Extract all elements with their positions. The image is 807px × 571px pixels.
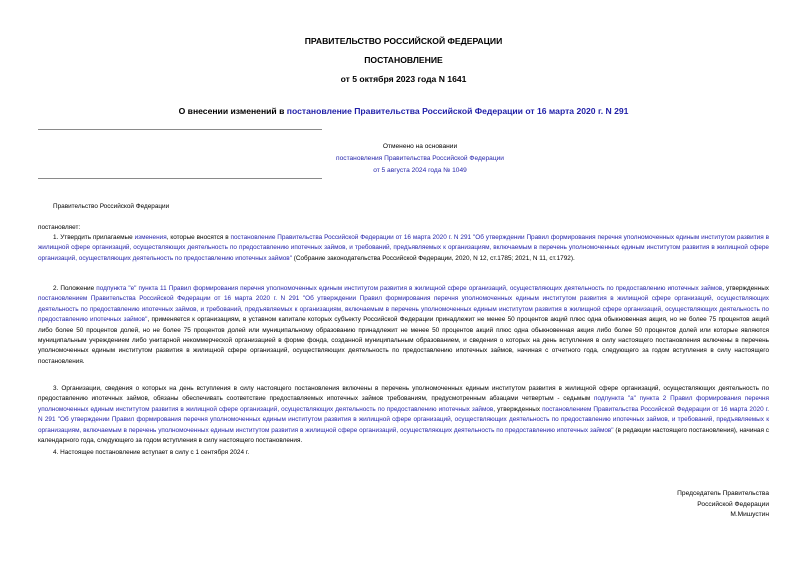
divider-bottom xyxy=(38,178,322,179)
p2-link-resolution[interactable]: постановлением Правительства Российской Федерации от 16 марта 2020 г. N 291 "Об утверждении Правил формирования перечня уполномоченных единым институтом развития в жилищной сфере организаций, осуществляющих деятельность по предоставлению ипотечных займов, и требований, предъявляемых к организациям, включаемым в перечень уполномоченных единым институтом развития в жилищной сфере организаций, осуществляющих деятельность по предоставлению ипотечных займов" xyxy=(38,295,769,324)
cancel-note-line3[interactable]: от 5 августа 2024 года № 1049 xyxy=(373,167,467,174)
document-subject xyxy=(0,106,807,116)
paragraph-1 xyxy=(38,233,769,264)
p2-text-3: , применяется к организациям, в уставном капитале которых субъекту Российской Федерации принадлежит не менее 50 процентов акций плюс одна обыкновенная акция, но не более 75 процентов акций либо более 50 процентов долей, но не более 75 процентов долей или муниципальному образованию принадлежит не менее 50 процентов акций плюс одна обыкновенная акция либо более 50 процентов долей или которые являются муниципальным учреждением либо унитарной некоммерческой организацией в форме фонда, созданной муниципальным образованием, и сведения о которых на день вступления в силу настоящего постановления включены в перечень уполномоченных единым институтом развития в жилищной сфере организаций, осуществляющих деятельность по предоставлению ипотечных займов, начиная с отчетного года, следующего за годом вступления в силу настоящего постановления. xyxy=(38,316,769,365)
cancel-note-line1: Отменено на основании xyxy=(382,143,458,150)
paragraph-3 xyxy=(38,384,769,446)
divider-top xyxy=(38,129,322,130)
p2-text-2: , утвержденных xyxy=(722,285,770,292)
paragraph-4 xyxy=(38,448,769,458)
p1-link-changes[interactable]: изменения xyxy=(134,234,167,241)
p3-text-1: 3. Организации, сведения о которых на день вступления в силу настоящего постановления включены в перечень уполномоченных единым институтом развития в жилищной сфере организаций, осуществляющих деятельность по предоставлению ипотечных займов, обязаны обеспечивать соответствие предоставляемых ипотечных займов требованиям, предусмотренным абзацами четвертым - седьмым xyxy=(38,385,769,403)
p1-text-1: 1. Утвердить прилагаемые xyxy=(53,234,135,241)
cancel-note-line2[interactable]: постановления Правительства Российской Федерации xyxy=(336,155,504,162)
signature-name: М.Мишустин xyxy=(730,511,769,519)
p4-text: 4. Настоящее постановление вступает в силу с 1 сентября 2024 г. xyxy=(53,449,250,456)
issuer-paragraph xyxy=(38,202,769,212)
p1-link-resolution[interactable]: постановление Правительства Российской Федерации от 16 марта 2020 г. N 291 "Об утверждении Правил формирования перечня уполномоченных единым институтом развития в жилищной сфере организаций, осуществляющих деятельность по предоставлению ипотечных займов, и требований, предъявляемых к организациям, включаемым в перечень уполномоченных единым институтом развития в жилищной сфере организаций, осуществляющих деятельность по предоставлению ипотечных займов" xyxy=(38,234,769,262)
p3-link-subpoint[interactable]: подпункта "а" пункта 2 Правил формирования перечня уполномоченных единым институтом развития в жилищной сфере организаций, осуществляющих деятельность по предоставлению ипотечных займов xyxy=(38,395,769,413)
document-type: ПОСТАНОВЛЕНИЕ xyxy=(364,55,443,65)
signature-org: Российской Федерации xyxy=(697,500,769,508)
p3-text-2: , утвержденных xyxy=(493,405,543,413)
cancel-note-link[interactable] xyxy=(300,153,540,177)
signature-block xyxy=(677,489,769,521)
p2-link-subpoint[interactable]: подпункта "е" пункта 11 Правил формирования перечня уполномоченных единым институтом развития в жилищной сфере организаций, осуществляющих деятельность по предоставлению ипотечных займов xyxy=(96,285,723,292)
p1-text-3: (Собрание законодательства Российской Федерации, 2020, N 12, ст.1785; 2021, N 11, ст.1792). xyxy=(291,254,575,262)
p3-text-3: (в редакции настоящего постановления), начиная с календарного года, следующего за годом вступления в силу настоящего постановления. xyxy=(38,426,769,445)
signature-title: Председатель Правительства xyxy=(677,490,769,497)
subject-link[interactable]: постановление Правительства Российской Федерации от 16 марта 2020 г. N 291 xyxy=(286,106,629,116)
p3-link-resolution[interactable]: постановлением Правительства Российской Федерации от 16 марта 2020 г. N 291 "Об утверждении Правил формирования перечня уполномоченных единым институтом развития в жилищной сфере организаций, осуществляющих деятельность по предоставлению ипотечных займов, и требований, предъявляемых к организациям, включаемым в перечень уполномоченных единым институтом развития в жилищной сфере организаций, осуществляющих деятельность по предоставлению ипотечных займов" xyxy=(38,405,769,434)
paragraph-2 xyxy=(38,284,769,367)
p2-text-1: 2. Положение xyxy=(53,285,97,292)
p1-text-2: , которые вносятся в xyxy=(166,234,231,241)
issuer-text: Правительство Российской Федерации xyxy=(53,203,170,210)
cancel-note xyxy=(300,141,540,177)
resolves-paragraph xyxy=(38,223,769,233)
government-title: ПРАВИТЕЛЬСТВО РОССИЙСКОЙ ФЕДЕРАЦИИ xyxy=(304,36,503,46)
subject-prefix: О внесении изменений в xyxy=(178,106,287,116)
document-date-number: от 5 октября 2023 года N 1641 xyxy=(340,74,467,84)
resolves-text: постановляет: xyxy=(38,224,81,231)
